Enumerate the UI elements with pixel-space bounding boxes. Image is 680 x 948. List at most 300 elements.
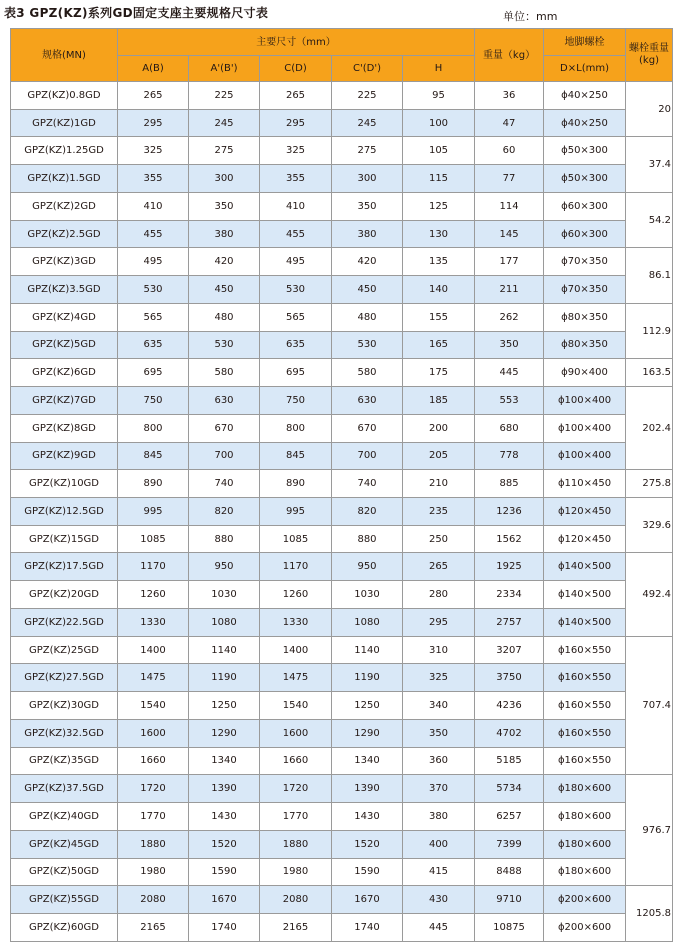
table-row	[11, 109, 673, 137]
h-cell: 360	[403, 747, 475, 775]
table-row	[11, 636, 673, 664]
a2-cell: 1590	[189, 858, 260, 886]
a-cell: 1660	[118, 747, 189, 775]
c2-cell: 740	[332, 470, 403, 498]
header-a2: A'(B')	[189, 56, 260, 82]
a-cell: 1600	[118, 719, 189, 747]
h-cell: 205	[403, 442, 475, 470]
table-body	[11, 82, 673, 942]
spec-cell: GPZ(KZ)60GD	[11, 914, 118, 942]
a2-cell: 880	[189, 525, 260, 553]
header-bolt-weight: 螺栓重量(kg)	[626, 29, 673, 82]
spec-cell: GPZ(KZ)6GD	[11, 359, 118, 387]
spec-cell: GPZ(KZ)1GD	[11, 109, 118, 137]
c2-cell: 530	[332, 331, 403, 359]
bolt-cell: ϕ160×550	[544, 664, 626, 692]
table-row	[11, 359, 673, 387]
weight-cell: 2334	[475, 581, 544, 609]
bolt-weight-cell: 37.4	[626, 137, 673, 192]
c2-cell: 1190	[332, 664, 403, 692]
h-cell: 165	[403, 331, 475, 359]
weight-cell: 1925	[475, 553, 544, 581]
unit-label: 单位：mm	[503, 10, 558, 23]
bolt-cell: ϕ200×600	[544, 886, 626, 914]
a-cell: 565	[118, 303, 189, 331]
spec-cell: GPZ(KZ)2.5GD	[11, 220, 118, 248]
bolt-cell: ϕ70×350	[544, 276, 626, 304]
c2-cell: 1340	[332, 747, 403, 775]
c-cell: 1540	[260, 692, 332, 720]
h-cell: 155	[403, 303, 475, 331]
a-cell: 1880	[118, 830, 189, 858]
table-row	[11, 414, 673, 442]
c-cell: 890	[260, 470, 332, 498]
bolt-cell: ϕ180×600	[544, 803, 626, 831]
c-cell: 1880	[260, 830, 332, 858]
h-cell: 415	[403, 858, 475, 886]
table-row	[11, 830, 673, 858]
c2-cell: 480	[332, 303, 403, 331]
spec-cell: GPZ(KZ)25GD	[11, 636, 118, 664]
a2-cell: 1390	[189, 775, 260, 803]
bolt-weight-cell: 163.5	[626, 359, 673, 387]
spec-cell: GPZ(KZ)4GD	[11, 303, 118, 331]
table-row	[11, 608, 673, 636]
c-cell: 455	[260, 220, 332, 248]
c-cell: 635	[260, 331, 332, 359]
c-cell: 995	[260, 498, 332, 526]
weight-cell: 778	[475, 442, 544, 470]
a-cell: 1330	[118, 608, 189, 636]
c2-cell: 1140	[332, 636, 403, 664]
a2-cell: 225	[189, 82, 260, 110]
weight-cell: 553	[475, 387, 544, 415]
c2-cell: 1390	[332, 775, 403, 803]
a2-cell: 245	[189, 109, 260, 137]
weight-cell: 77	[475, 165, 544, 193]
table-row	[11, 525, 673, 553]
a-cell: 1085	[118, 525, 189, 553]
a-cell: 1400	[118, 636, 189, 664]
weight-cell: 262	[475, 303, 544, 331]
spec-cell: GPZ(KZ)50GD	[11, 858, 118, 886]
a-cell: 325	[118, 137, 189, 165]
a2-cell: 380	[189, 220, 260, 248]
h-cell: 280	[403, 581, 475, 609]
header-main-dims: 主要尺寸（mm）	[118, 29, 475, 56]
a-cell: 295	[118, 109, 189, 137]
bolt-cell: ϕ160×550	[544, 719, 626, 747]
bolt-cell: ϕ180×600	[544, 858, 626, 886]
weight-cell: 9710	[475, 886, 544, 914]
c-cell: 800	[260, 414, 332, 442]
spec-cell: GPZ(KZ)22.5GD	[11, 608, 118, 636]
bolt-weight-cell: 275.8	[626, 470, 673, 498]
header-c2: C'(D')	[332, 56, 403, 82]
a2-cell: 630	[189, 387, 260, 415]
bolt-cell: ϕ70×350	[544, 248, 626, 276]
c-cell: 2080	[260, 886, 332, 914]
weight-cell: 4702	[475, 719, 544, 747]
bolt-cell: ϕ180×600	[544, 830, 626, 858]
c2-cell: 670	[332, 414, 403, 442]
bolt-cell: ϕ120×450	[544, 498, 626, 526]
c2-cell: 245	[332, 109, 403, 137]
c2-cell: 1430	[332, 803, 403, 831]
table-row	[11, 276, 673, 304]
spec-cell: GPZ(KZ)7GD	[11, 387, 118, 415]
a2-cell: 740	[189, 470, 260, 498]
a2-cell: 1430	[189, 803, 260, 831]
a-cell: 410	[118, 192, 189, 220]
spec-cell: GPZ(KZ)10GD	[11, 470, 118, 498]
bolt-weight-cell: 976.7	[626, 775, 673, 886]
a-cell: 2165	[118, 914, 189, 942]
h-cell: 265	[403, 553, 475, 581]
a2-cell: 420	[189, 248, 260, 276]
bolt-cell: ϕ80×350	[544, 331, 626, 359]
c-cell: 1475	[260, 664, 332, 692]
a2-cell: 300	[189, 165, 260, 193]
c-cell: 565	[260, 303, 332, 331]
c2-cell: 420	[332, 248, 403, 276]
weight-cell: 4236	[475, 692, 544, 720]
a-cell: 890	[118, 470, 189, 498]
weight-cell: 177	[475, 248, 544, 276]
c-cell: 2165	[260, 914, 332, 942]
c2-cell: 1520	[332, 830, 403, 858]
h-cell: 350	[403, 719, 475, 747]
c-cell: 1085	[260, 525, 332, 553]
bolt-cell: ϕ160×550	[544, 692, 626, 720]
c2-cell: 350	[332, 192, 403, 220]
table-row	[11, 914, 673, 942]
a-cell: 750	[118, 387, 189, 415]
spec-cell: GPZ(KZ)12.5GD	[11, 498, 118, 526]
h-cell: 430	[403, 886, 475, 914]
spec-cell: GPZ(KZ)5GD	[11, 331, 118, 359]
weight-cell: 885	[475, 470, 544, 498]
c2-cell: 630	[332, 387, 403, 415]
bolt-cell: ϕ60×300	[544, 192, 626, 220]
table-row	[11, 387, 673, 415]
spec-cell: GPZ(KZ)15GD	[11, 525, 118, 553]
c-cell: 1600	[260, 719, 332, 747]
a2-cell: 1190	[189, 664, 260, 692]
spec-cell: GPZ(KZ)27.5GD	[11, 664, 118, 692]
h-cell: 310	[403, 636, 475, 664]
c2-cell: 225	[332, 82, 403, 110]
a-cell: 635	[118, 331, 189, 359]
c-cell: 1770	[260, 803, 332, 831]
header-bolt: 地脚螺栓	[544, 29, 626, 56]
a-cell: 800	[118, 414, 189, 442]
h-cell: 400	[403, 830, 475, 858]
header-spec: 规格(MN)	[11, 29, 118, 82]
c2-cell: 1590	[332, 858, 403, 886]
spec-cell: GPZ(KZ)17.5GD	[11, 553, 118, 581]
a2-cell: 480	[189, 303, 260, 331]
bolt-weight-cell: 492.4	[626, 553, 673, 636]
spec-table	[10, 28, 673, 942]
c-cell: 1660	[260, 747, 332, 775]
spec-cell: GPZ(KZ)3GD	[11, 248, 118, 276]
weight-cell: 7399	[475, 830, 544, 858]
weight-cell: 350	[475, 331, 544, 359]
h-cell: 325	[403, 664, 475, 692]
weight-cell: 10875	[475, 914, 544, 942]
c2-cell: 580	[332, 359, 403, 387]
weight-cell: 145	[475, 220, 544, 248]
weight-cell: 680	[475, 414, 544, 442]
spec-cell: GPZ(KZ)32.5GD	[11, 719, 118, 747]
c2-cell: 380	[332, 220, 403, 248]
c2-cell: 700	[332, 442, 403, 470]
c2-cell: 880	[332, 525, 403, 553]
a2-cell: 820	[189, 498, 260, 526]
table-row	[11, 82, 673, 110]
a-cell: 845	[118, 442, 189, 470]
h-cell: 185	[403, 387, 475, 415]
spec-cell: GPZ(KZ)37.5GD	[11, 775, 118, 803]
a2-cell: 700	[189, 442, 260, 470]
a-cell: 495	[118, 248, 189, 276]
bolt-cell: ϕ50×300	[544, 137, 626, 165]
weight-cell: 1562	[475, 525, 544, 553]
header-h: H	[403, 56, 475, 82]
a-cell: 1720	[118, 775, 189, 803]
bolt-cell: ϕ140×500	[544, 553, 626, 581]
spec-cell: GPZ(KZ)1.25GD	[11, 137, 118, 165]
h-cell: 295	[403, 608, 475, 636]
a2-cell: 1740	[189, 914, 260, 942]
c-cell: 695	[260, 359, 332, 387]
weight-cell: 1236	[475, 498, 544, 526]
bolt-cell: ϕ100×400	[544, 387, 626, 415]
table-row	[11, 719, 673, 747]
c-cell: 845	[260, 442, 332, 470]
bolt-cell: ϕ40×250	[544, 109, 626, 137]
a2-cell: 275	[189, 137, 260, 165]
a-cell: 455	[118, 220, 189, 248]
header-weight: 重量（kg）	[475, 29, 544, 82]
h-cell: 130	[403, 220, 475, 248]
a2-cell: 950	[189, 553, 260, 581]
weight-cell: 47	[475, 109, 544, 137]
weight-cell: 60	[475, 137, 544, 165]
table-row	[11, 248, 673, 276]
c-cell: 1400	[260, 636, 332, 664]
c2-cell: 1290	[332, 719, 403, 747]
h-cell: 95	[403, 82, 475, 110]
c-cell: 1720	[260, 775, 332, 803]
c2-cell: 1250	[332, 692, 403, 720]
c2-cell: 275	[332, 137, 403, 165]
bolt-cell: ϕ140×500	[544, 608, 626, 636]
bolt-cell: ϕ60×300	[544, 220, 626, 248]
a-cell: 1980	[118, 858, 189, 886]
a-cell: 2080	[118, 886, 189, 914]
table-row	[11, 331, 673, 359]
h-cell: 200	[403, 414, 475, 442]
a2-cell: 1250	[189, 692, 260, 720]
weight-cell: 6257	[475, 803, 544, 831]
c2-cell: 1740	[332, 914, 403, 942]
spec-cell: GPZ(KZ)9GD	[11, 442, 118, 470]
c2-cell: 820	[332, 498, 403, 526]
c-cell: 750	[260, 387, 332, 415]
c2-cell: 300	[332, 165, 403, 193]
h-cell: 340	[403, 692, 475, 720]
c-cell: 1330	[260, 608, 332, 636]
a-cell: 995	[118, 498, 189, 526]
weight-cell: 5734	[475, 775, 544, 803]
h-cell: 235	[403, 498, 475, 526]
c-cell: 295	[260, 109, 332, 137]
bolt-cell: ϕ110×450	[544, 470, 626, 498]
table-row	[11, 775, 673, 803]
a-cell: 695	[118, 359, 189, 387]
table-row	[11, 470, 673, 498]
spec-cell: GPZ(KZ)35GD	[11, 747, 118, 775]
c2-cell: 1080	[332, 608, 403, 636]
spec-cell: GPZ(KZ)1.5GD	[11, 165, 118, 193]
weight-cell: 36	[475, 82, 544, 110]
h-cell: 445	[403, 914, 475, 942]
bolt-cell: ϕ40×250	[544, 82, 626, 110]
a-cell: 355	[118, 165, 189, 193]
header-bolt-dim: D×L(mm)	[544, 56, 626, 82]
table-row	[11, 192, 673, 220]
a-cell: 1475	[118, 664, 189, 692]
bolt-cell: ϕ50×300	[544, 165, 626, 193]
spec-cell: GPZ(KZ)40GD	[11, 803, 118, 831]
h-cell: 250	[403, 525, 475, 553]
a2-cell: 1080	[189, 608, 260, 636]
weight-cell: 8488	[475, 858, 544, 886]
bolt-cell: ϕ160×550	[544, 747, 626, 775]
bolt-weight-cell: 329.6	[626, 498, 673, 553]
spec-cell: GPZ(KZ)45GD	[11, 830, 118, 858]
h-cell: 125	[403, 192, 475, 220]
bolt-cell: ϕ160×550	[544, 636, 626, 664]
a-cell: 1260	[118, 581, 189, 609]
bolt-weight-cell: 86.1	[626, 248, 673, 303]
table-row	[11, 553, 673, 581]
a2-cell: 1140	[189, 636, 260, 664]
a-cell: 265	[118, 82, 189, 110]
h-cell: 380	[403, 803, 475, 831]
spec-cell: GPZ(KZ)3.5GD	[11, 276, 118, 304]
bolt-cell: ϕ100×400	[544, 414, 626, 442]
weight-cell: 211	[475, 276, 544, 304]
c2-cell: 1670	[332, 886, 403, 914]
header-c: C(D)	[260, 56, 332, 82]
bolt-weight-cell: 54.2	[626, 192, 673, 247]
c-cell: 265	[260, 82, 332, 110]
table-row	[11, 165, 673, 193]
a2-cell: 530	[189, 331, 260, 359]
spec-cell: GPZ(KZ)2GD	[11, 192, 118, 220]
c-cell: 1980	[260, 858, 332, 886]
spec-cell: GPZ(KZ)20GD	[11, 581, 118, 609]
bolt-cell: ϕ100×400	[544, 442, 626, 470]
table-row	[11, 303, 673, 331]
c2-cell: 450	[332, 276, 403, 304]
a2-cell: 1520	[189, 830, 260, 858]
bolt-cell: ϕ200×600	[544, 914, 626, 942]
a2-cell: 1290	[189, 719, 260, 747]
h-cell: 175	[403, 359, 475, 387]
a2-cell: 350	[189, 192, 260, 220]
weight-cell: 445	[475, 359, 544, 387]
c-cell: 355	[260, 165, 332, 193]
a2-cell: 1670	[189, 886, 260, 914]
a-cell: 530	[118, 276, 189, 304]
bolt-cell: ϕ140×500	[544, 581, 626, 609]
spec-cell: GPZ(KZ)30GD	[11, 692, 118, 720]
a-cell: 1540	[118, 692, 189, 720]
table-row	[11, 442, 673, 470]
a2-cell: 450	[189, 276, 260, 304]
a2-cell: 1030	[189, 581, 260, 609]
c2-cell: 950	[332, 553, 403, 581]
bolt-weight-cell: 112.9	[626, 303, 673, 358]
bolt-cell: ϕ80×350	[544, 303, 626, 331]
bolt-cell: ϕ90×400	[544, 359, 626, 387]
header-a: A(B)	[118, 56, 189, 82]
a-cell: 1170	[118, 553, 189, 581]
h-cell: 105	[403, 137, 475, 165]
bolt-cell: ϕ180×600	[544, 775, 626, 803]
spec-cell: GPZ(KZ)0.8GD	[11, 82, 118, 110]
c-cell: 495	[260, 248, 332, 276]
bolt-weight-cell: 707.4	[626, 636, 673, 775]
table-row	[11, 498, 673, 526]
a2-cell: 1340	[189, 747, 260, 775]
spec-cell: GPZ(KZ)8GD	[11, 414, 118, 442]
table-row	[11, 858, 673, 886]
table-row	[11, 803, 673, 831]
table-row	[11, 747, 673, 775]
table-row	[11, 137, 673, 165]
weight-cell: 114	[475, 192, 544, 220]
h-cell: 370	[403, 775, 475, 803]
bolt-weight-cell: 20	[626, 82, 673, 137]
weight-cell: 2757	[475, 608, 544, 636]
bolt-weight-cell: 202.4	[626, 387, 673, 470]
h-cell: 140	[403, 276, 475, 304]
table-row	[11, 886, 673, 914]
h-cell: 115	[403, 165, 475, 193]
c-cell: 530	[260, 276, 332, 304]
weight-cell: 3207	[475, 636, 544, 664]
c-cell: 1260	[260, 581, 332, 609]
a2-cell: 580	[189, 359, 260, 387]
c-cell: 325	[260, 137, 332, 165]
table-title: 表3 GPZ(KZ)系列GD固定支座主要规格尺寸表	[4, 6, 269, 20]
bolt-cell: ϕ120×450	[544, 525, 626, 553]
weight-cell: 3750	[475, 664, 544, 692]
spec-cell: GPZ(KZ)55GD	[11, 886, 118, 914]
h-cell: 210	[403, 470, 475, 498]
h-cell: 100	[403, 109, 475, 137]
a2-cell: 670	[189, 414, 260, 442]
table-row	[11, 581, 673, 609]
h-cell: 135	[403, 248, 475, 276]
table-row	[11, 220, 673, 248]
c-cell: 1170	[260, 553, 332, 581]
